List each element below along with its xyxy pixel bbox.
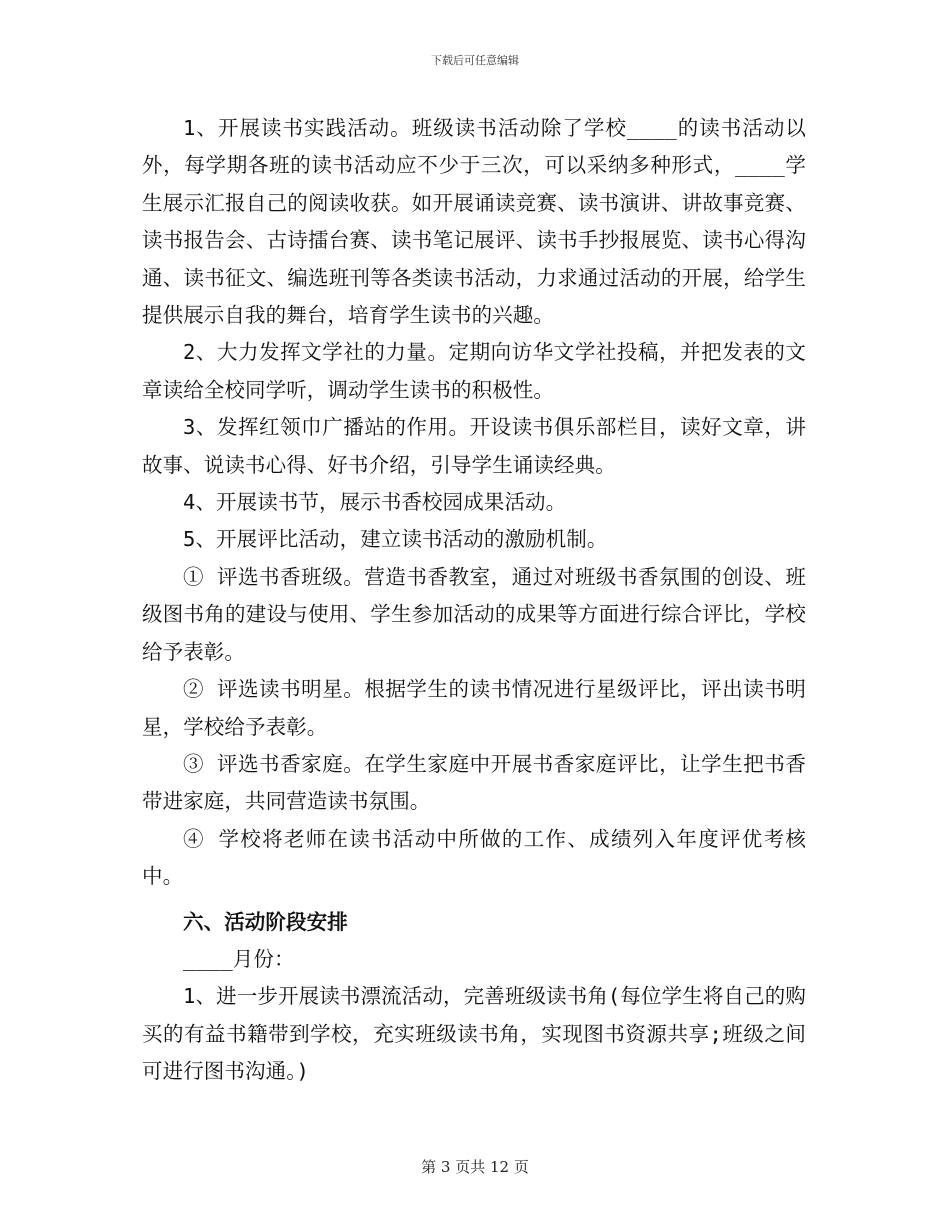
paragraph-item-3: 3、发挥红领巾广播站的作用。开设读书俱乐部栏目，读好文章，讲故事、说读书心得、好书介绍，引导学生诵读经典。 [142,415,806,477]
paragraph-item-1: 1、开展读书实践活动。班级读书活动除了学校____的读书活动以外，每学期各班的读书活动应不少于三次，可以采纳多种形式，____学生展示汇报自己的阅读收获。如开展诵读竞赛、读书演讲、讲故事竞赛、读书报告会、古诗擂台赛、读书笔记展评、读书手抄报展览、读书心得沟通、读书征文、编选班刊等各类读书活动，力求通过活动的开展，给学生提供展示自我的舞台，培育学生读书的兴趣。 [142,116,806,328]
paragraph-stage-item-1: 1、进一步开展读书漂流活动，完善班级读书角(每位学生将自己的购买的有益书籍带到学校，充实班级读书角，实现图书资源共享;班级之间可进行图书沟通。) [142,984,806,1084]
paragraph-item-5: 5、开展评比活动，建立读书活动的激励机制。 [183,527,608,552]
paragraph-award-star: ② 评选读书明星。根据学生的读书情况进行星级评比，评出读书明星，学校给予表彰。 [142,677,806,739]
section-heading: 六、活动阶段安排 [183,909,348,934]
paragraph-award-family: ③ 评选书香家庭。在学生家庭中开展书香家庭评比，让学生把书香带进家庭，共同营造读书氛围。 [142,751,806,814]
page-footer: 第 3 页共 12 页 [421,1158,529,1176]
paragraph-award-teacher: ④ 学校将老师在读书活动中所做的工作、成绩列入年度评优考核中。 [142,826,806,889]
paragraph-item-4: 4、开展读书节，展示书香校园成果活动。 [183,490,567,515]
page-header: 下载后可任意编辑 [431,54,519,67]
document-body [142,110,806,1091]
paragraph-award-class: ① 评选书香班级。营造书香教室，通过对班级书香氛围的创设、班级图书角的建设与使用、学生参加活动的成果等方面进行综合评比，学校给予表彰。 [142,564,806,664]
paragraph-item-2: 2、大力发挥文学社的力量。定期向访华文学社投稿，并把发表的文章读给全校同学听，调动学生读书的积极性。 [142,340,806,402]
paragraph-month: ____月份： [183,946,295,971]
